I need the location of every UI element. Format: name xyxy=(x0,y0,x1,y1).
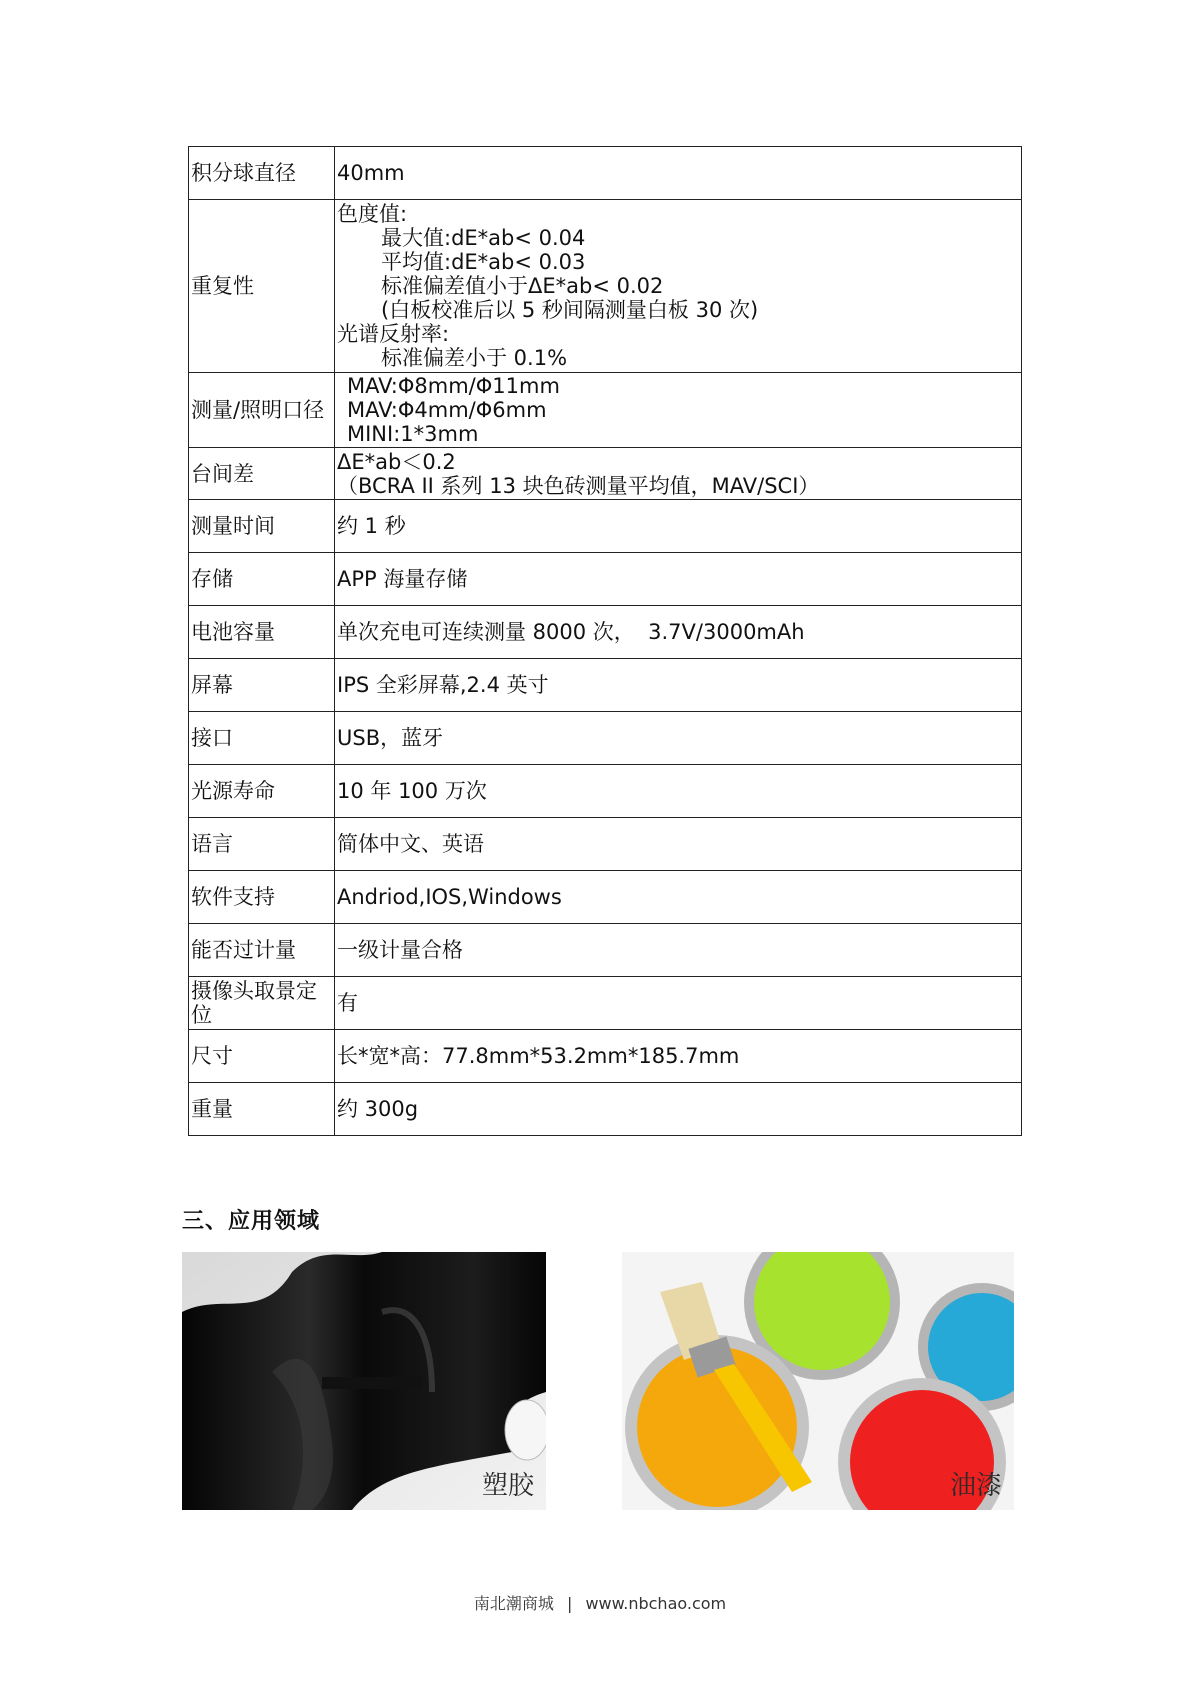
spec-table-body xyxy=(189,147,1022,1136)
spec-key: 积分球直径 xyxy=(189,147,335,200)
spec-value-line: 光谱反射率: xyxy=(337,322,450,346)
spec-value-line: 长*宽*高：77.8mm*53.2mm*185.7mm xyxy=(337,1044,740,1068)
spec-value-line: 有 xyxy=(337,991,358,1015)
spec-value-line: 标准偏差小于 0.1% xyxy=(381,346,568,370)
paint-caption: 油漆 xyxy=(949,1471,1002,1501)
spec-value xyxy=(335,977,1022,1030)
spec-value xyxy=(335,765,1022,818)
plastic-caption: 塑胶 xyxy=(481,1471,534,1501)
spec-key: 测量时间 xyxy=(189,500,335,553)
spec-key: 摄像头取景定位 xyxy=(189,977,335,1030)
spec-value-line: APP 海量存储 xyxy=(337,567,468,591)
spec-value-line: 约 1 秒 xyxy=(337,514,406,538)
spec-value-line: 平均值:dE*ab< 0.03 xyxy=(381,250,586,274)
spec-value xyxy=(335,200,1022,373)
spec-table xyxy=(188,146,1022,1136)
spec-row xyxy=(189,200,1022,373)
page-footer xyxy=(0,1591,1200,1614)
spec-value-line: 一级计量合格 xyxy=(337,938,463,962)
spec-value xyxy=(335,448,1022,500)
spec-value-line: MAV:Φ8mm/Φ11mm xyxy=(347,374,560,398)
spec-key: 软件支持 xyxy=(189,871,335,924)
spec-row xyxy=(189,1030,1022,1083)
spec-key: 存储 xyxy=(189,553,335,606)
spec-value-line: MAV:Φ4mm/Φ6mm xyxy=(347,398,547,422)
spec-key: 尺寸 xyxy=(189,1030,335,1083)
spec-row xyxy=(189,448,1022,500)
spec-value-line: (白板校准后以 5 秒间隔测量白板 30 次) xyxy=(381,298,759,322)
spec-value xyxy=(335,1083,1022,1136)
spec-value-line: 简体中文、英语 xyxy=(337,832,484,856)
spec-row xyxy=(189,553,1022,606)
spec-value-line: IPS 全彩屏幕,2.4 英寸 xyxy=(337,673,549,697)
spec-value-line: 标准偏差值小于ΔE*ab< 0.02 xyxy=(381,274,664,298)
spec-value xyxy=(335,147,1022,200)
footer-separator: | xyxy=(566,1594,573,1613)
spec-value-line: 10 年 100 万次 xyxy=(337,779,487,803)
spec-value-line: 40mm xyxy=(337,161,405,185)
spec-value xyxy=(335,712,1022,765)
spec-row xyxy=(189,500,1022,553)
spec-row xyxy=(189,712,1022,765)
spec-key: 语言 xyxy=(189,818,335,871)
spec-key: 光源寿命 xyxy=(189,765,335,818)
spec-key: 屏幕 xyxy=(189,659,335,712)
spec-value-line: 约 300g xyxy=(337,1097,419,1121)
spec-value xyxy=(335,1030,1022,1083)
spec-key: 接口 xyxy=(189,712,335,765)
plastic-film-image xyxy=(182,1252,546,1510)
spec-row xyxy=(189,606,1022,659)
spec-value xyxy=(335,606,1022,659)
section-title: 三、应用领域 xyxy=(182,1209,321,1234)
spec-value xyxy=(335,373,1022,448)
spec-value xyxy=(335,924,1022,977)
spec-value xyxy=(335,553,1022,606)
spec-value-line: Andriod,IOS,Windows xyxy=(337,885,562,909)
spec-row xyxy=(189,1083,1022,1136)
spec-value xyxy=(335,659,1022,712)
paint-cans-image xyxy=(622,1252,1014,1510)
spec-row xyxy=(189,924,1022,977)
spec-key: 重复性 xyxy=(189,200,335,373)
spec-key: 台间差 xyxy=(189,448,335,500)
spec-row xyxy=(189,765,1022,818)
spec-row xyxy=(189,818,1022,871)
spec-key: 能否过计量 xyxy=(189,924,335,977)
spec-value-line: （BCRA II 系列 13 块色砖测量平均值，MAV/SCI） xyxy=(337,473,820,498)
footer-site-name: 南北潮商城 xyxy=(473,1594,554,1613)
spec-key: 重量 xyxy=(189,1083,335,1136)
spec-key: 测量/照明口径 xyxy=(189,373,335,448)
spec-value-line: 单次充电可连续测量 8000 次， 3.7V/3000mAh xyxy=(337,620,805,644)
spec-row xyxy=(189,659,1022,712)
spec-value-line: 最大值:dE*ab< 0.04 xyxy=(381,226,586,250)
spec-row xyxy=(189,147,1022,200)
footer-url-link[interactable]: www.nbchao.com xyxy=(585,1594,727,1613)
spec-value xyxy=(335,871,1022,924)
spec-row xyxy=(189,977,1022,1030)
spec-key: 电池容量 xyxy=(189,606,335,659)
spec-value-line: MINI:1*3mm xyxy=(347,422,479,446)
spec-value xyxy=(335,818,1022,871)
spec-value-line: 色度值: xyxy=(337,202,408,226)
spec-row xyxy=(189,373,1022,448)
spec-value xyxy=(335,500,1022,553)
spec-row xyxy=(189,871,1022,924)
spec-value-line: USB，蓝牙 xyxy=(337,726,444,750)
spec-value-line: ΔE*ab＜0.2 xyxy=(337,449,456,474)
